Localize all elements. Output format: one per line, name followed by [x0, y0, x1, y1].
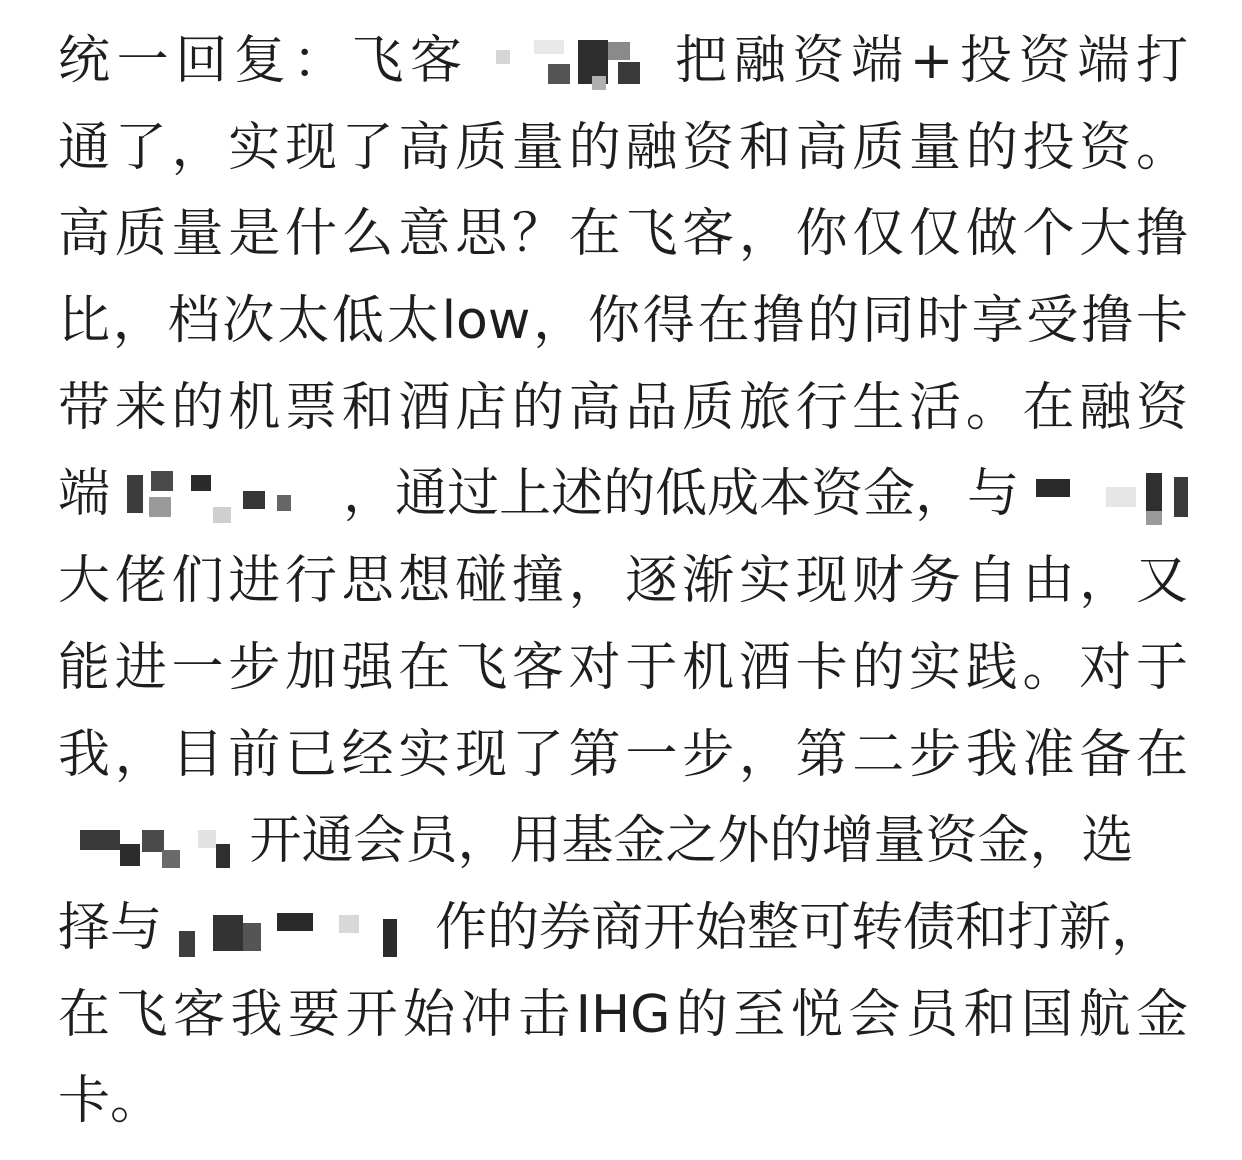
text-line — [58, 105, 1188, 192]
mosaic-redaction — [492, 34, 652, 94]
mosaic-redaction — [127, 467, 327, 527]
text-segment: 统一回复：飞客 — [58, 31, 469, 91]
text-line — [58, 625, 1188, 712]
text-segment: 卡。 — [58, 1071, 163, 1132]
text-segment: 比，档次太低太low，你得在撸的同时享受撸卡 — [58, 291, 1188, 352]
text-segment: 把融资端+投资端打 — [675, 31, 1188, 91]
text-segment: 带来的机票和酒店的高品质旅行生活。在融资 — [58, 377, 1188, 438]
text-line — [58, 885, 1188, 972]
text-segment: 大佬们进行思想碰撞，逐渐实现财务自由，又 — [58, 551, 1188, 612]
text-segment: 在飞客我要开始冲击IHG的至悦会员和国航金 — [58, 984, 1188, 1045]
post-body — [58, 18, 1188, 1145]
text-segment: 我，目前已经实现了第一步，第二步我准备在 — [58, 724, 1188, 785]
text-line — [58, 538, 1188, 625]
mosaic-redaction — [179, 901, 419, 961]
text-line — [58, 798, 1188, 885]
text-segment: 通了，实现了高质量的融资和高质量的投资。 — [58, 117, 1188, 178]
text-line — [58, 278, 1188, 365]
text-segment: 作的券商开始整可转债和打新， — [435, 897, 1164, 958]
text-line — [58, 451, 1188, 538]
text-segment: 高质量是什么意思？在飞客，你仅仅做个大撸 — [58, 204, 1188, 265]
text-segment: 端 — [58, 464, 111, 525]
mosaic-redaction — [58, 814, 233, 874]
text-segment: 开通会员，用基金之外的增量资金，选 — [249, 811, 1134, 872]
text-segment: 能进一步加强在飞客对于机酒卡的实践。对于 — [58, 637, 1188, 698]
text-line — [58, 191, 1188, 278]
text-line — [58, 18, 1188, 105]
text-line — [58, 712, 1188, 799]
text-line — [58, 365, 1188, 452]
mosaic-redaction — [1036, 467, 1188, 527]
text-segment: 择与 — [58, 897, 163, 958]
text-line — [58, 1058, 1188, 1145]
text-segment: ，通过上述的低成本资金，与 — [343, 464, 1020, 525]
text-line — [58, 972, 1188, 1059]
